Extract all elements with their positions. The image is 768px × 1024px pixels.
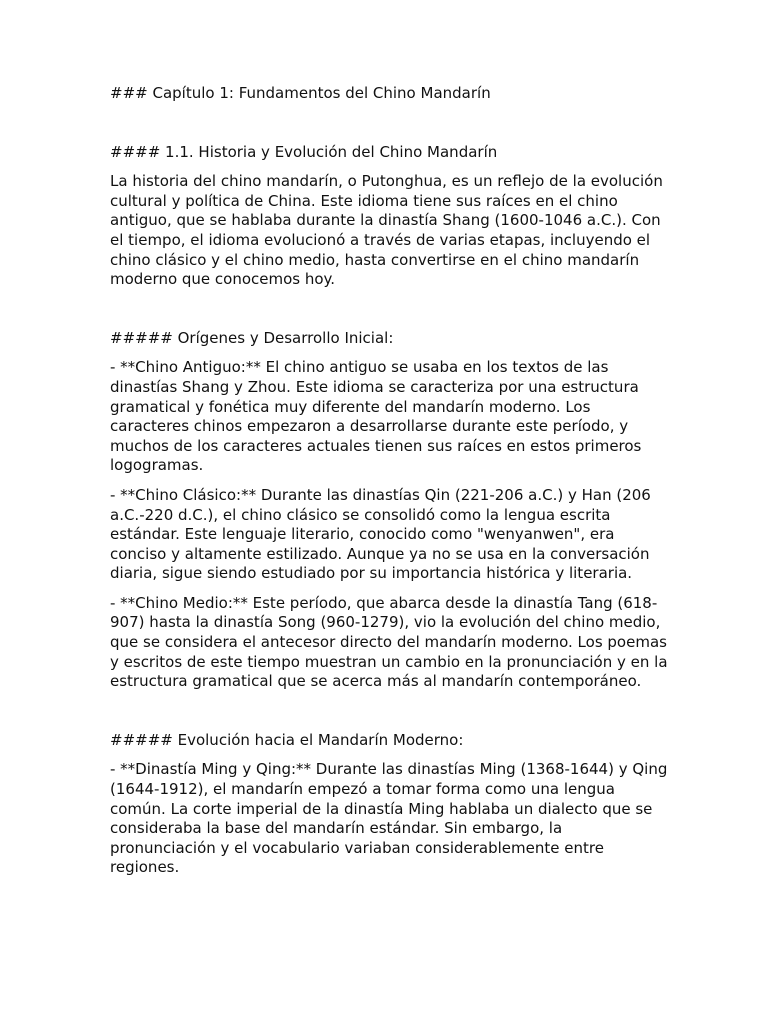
- bullet-chino-clasico: - **Chino Clásico:** Durante las dinastías Qin (221-206 a.C.) y Han (206 a.C.-220 d.C.), el chino clásico se consolidó como la lengua escrita estándar. Este lenguaje literario, conocido como "wenyanwen", era conciso y altamente estilizado. Aunque ya no se usa en la conversación diaria, sigue siendo estudiado por su importancia histórica y literaria.: [110, 485, 651, 583]
- bullet-chino-medio: - **Chino Medio:** Este período, que abarca desde la dinastía Tang (618-907) hasta la dinastía Song (960-1279), vio la evolución del chino medio, que se considera el antecesor directo del mandarín moderno. Los poemas y escritos de este tiempo muestran un cambio en la pronunciación y en la estructura gramatical que se acerca más al mandarín contemporáneo.: [110, 593, 668, 691]
- bullet-ming-qing: - **Dinastía Ming y Qing:** Durante las dinastías Ming (1368-1644) y Qing (1644-1912), el mandarín empezó a tomar forma como una lengua común. La corte imperial de la dinastía Ming hablaba un dialecto que se consideraba la base del mandarín estándar. Sin embargo, la pronunciación y el vocabulario variaban considerablemente entre regiones.: [110, 760, 668, 877]
- subsection-heading-origins: ##### Orígenes y Desarrollo Inicial:: [110, 328, 394, 347]
- section-heading: #### 1.1. Historia y Evolución del Chino Mandarín: [110, 142, 498, 161]
- bullet-chino-antiguo: - **Chino Antiguo:** El chino antiguo se usaba en los textos de las dinastías Shang y Zhou. Este idioma se caracteriza por una estructura gramatical y fonética muy diferente del mandarín moderno. Los caracteres chinos empezaron a desarrollarse durante este período, y muchos de los caracteres actuales tienen sus raíces en estos primeros logogramas.: [110, 358, 642, 475]
- subsection-heading-evolution: ##### Evolución hacia el Mandarín Moderno:: [110, 730, 464, 749]
- intro-paragraph: La historia del chino mandarín, o Putonghua, es un reflejo de la evolución cultural y política de China. Este idioma tiene sus raíces en el chino antiguo, que se hablaba durante la dinastía Shang (1600-1046 a.C.). Con el tiempo, el idioma evolucionó a través de varias etapas, incluyendo el chino clásico y el chino medio, hasta convertirse en el chino mandarín moderno que conocemos hoy.: [110, 172, 663, 289]
- chapter-heading: ### Capítulo 1: Fundamentos del Chino Mandarín: [110, 84, 491, 102]
